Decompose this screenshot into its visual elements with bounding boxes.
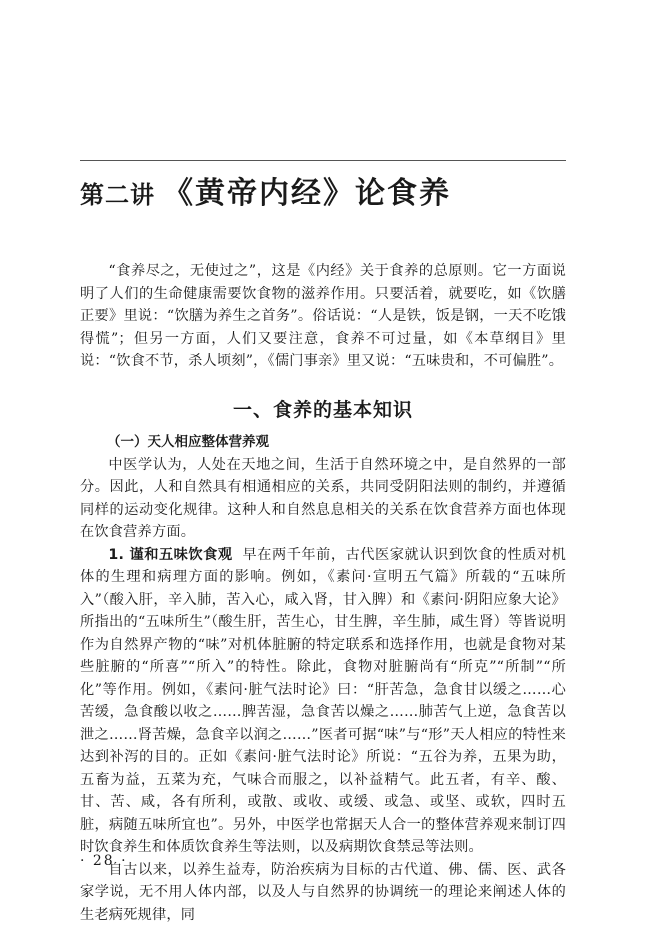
intro-block xyxy=(80,260,566,373)
point-label: 1. 谨和五味饮食观 xyxy=(108,547,232,563)
body-paragraph-3: 自古以来，以养生益寿，防治疾病为目标的古代道、佛、儒、医、武各家学说，无不用人体内部，以及人与自然界的协调统一的理论来阐述人体的生老病死规律，同 xyxy=(80,859,566,926)
chapter-heading xyxy=(80,168,566,208)
body-paragraph-1: 中医学认为，人处在天地之间，生活于自然环境之中，是自然界的一部分。因此，人和自然具有相通相应的关系，共同受阴阳法则的制约，并遵循同样的运动变化规律。这种人和自然息息相关的关系在饮食营养方面也体现在饮食营养方面。 xyxy=(80,454,566,544)
chapter-title: 《黄帝内经》论食养 xyxy=(163,176,451,211)
section-heading: 一、食养的基本知识 xyxy=(80,395,566,422)
intro-paragraph: “食养尽之，无使过之”，这是《内经》关于食养的总原则。它一方面说明了人们的生命健康需要饮食物的滋养作用。只要活着，就要吃，如《饮膳正要》里说：“饮膳为养生之首务”。俗话说：“人是铁，饭是钢，一天不吃饿得慌”；但另一方面，人们又要注意，食养不可过量，如《本草纲目》里说：“饮食不节，杀人顷刻”，《儒门事亲》里又说：“五味贵和，不可偏胜”。 xyxy=(80,260,566,373)
chapter-label: 第二讲 xyxy=(80,180,155,209)
page-number: · 28 · xyxy=(80,853,128,869)
subsection-heading: （一）天人相应整体营养观 xyxy=(80,431,566,454)
body-paragraph-2 xyxy=(80,544,566,859)
point-text: 早在两千年前，古代医家就认识到饮食的性质对机体的生理和病理方面的影响。例如，《素问·宣明五气篇》所载的“五味所入”（酸入肝，辛入肺，苦入心，咸入肾，甘入脾）和《素问·阴阳应象大论》所指出的“五味所生”（酸生肝，苦生心，甘生脾，辛生肺，咸生肾）等皆说明作为自然界产物的“味”对机体脏腑的特定联系和选择作用，也就是食物对某些脏腑的“所喜”“所入”的特性。除此，食物对脏腑尚有“所克”“所制”“所化”等作用。例如，《素问·脏气法时论》曰：“肝苦急，急食甘以缓之……心苦缓，急食酸以收之……脾苦湿，急食苦以燥之……肺苦气上逆，急食苦以泄之……肾苦燥，急食辛以润之……”医者可据“味”与“形”天人相应的特性来达到补泻的目的。正如《素问·脏气法时论》所说：“五谷为养，五果为助，五畜为益，五菜为充，气味合而服之，以补益精气。此五者，有辛、酸、甘、苦、咸，各有所利，或散、或收、或缓、或急、或坚、或软，四时五脏，病随五味所宜也”。另外，中医学也常据天人合一的整体营养观来制订四时饮食养生和体质饮食养生等法则，以及病期饮食禁忌等法则。 xyxy=(80,547,566,856)
chapter-top-rule xyxy=(80,160,566,161)
section-body xyxy=(80,431,566,926)
